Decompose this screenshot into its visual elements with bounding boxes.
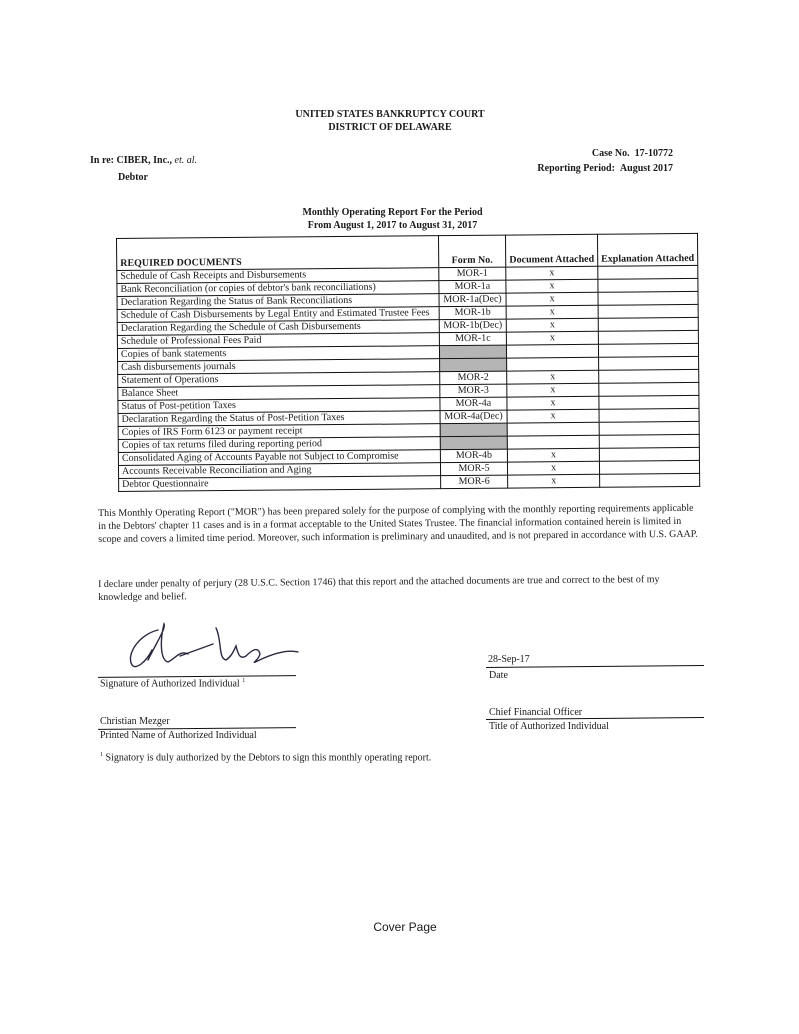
title-value: Chief Financial Officer [489,707,583,718]
explanation-attached-cell [598,356,698,370]
explanation-attached-cell [599,408,699,422]
document-attached-cell: x [506,305,598,319]
document-name-cell: Status of Post-petition Taxes [118,398,440,414]
date-line [486,665,704,668]
document-name-cell: Schedule of Cash Disbursements by Legal Entity and Estimated Trustee Fees [117,307,439,323]
explanation-attached-cell [599,434,699,448]
explanation-attached-cell [599,369,699,383]
handwritten-signature [118,610,308,676]
document-attached-cell: x [507,396,599,410]
document-name-cell: Copies of IRS Form 6123 or payment receipt [118,424,440,440]
declaration-paragraph: I declare under penalty of perjury (28 U.S.C. Section 1746) that this report and the attached documents are true and correct to the best of my knowledge and belief. [98,574,660,603]
form-no-cell: MOR-6 [440,475,508,489]
document-attached-cell [507,344,599,358]
footnote [100,752,431,763]
form-no-cell [439,345,507,359]
date-label: Date [489,670,508,681]
document-name-cell: Debtor Questionnaire [119,476,441,492]
form-no-cell: MOR-1c [439,332,507,346]
signature-label-text: Signature of Authorized Individual [100,678,240,690]
document-name-cell: Bank Reconciliation (or copies of debtor's bank reconciliations) [117,281,439,297]
explanation-attached-cell [598,278,698,292]
document-attached-cell: x [506,318,598,332]
form-no-cell: MOR-3 [440,384,508,398]
form-no-cell: MOR-5 [440,462,508,476]
form-no-cell [439,358,507,372]
in-re-etal: et. al. [174,155,198,166]
document-attached-cell: x [508,474,600,488]
form-no-cell: MOR-1b(Dec) [439,319,507,333]
header-document-attached: Document Attached [506,234,598,267]
document-attached-cell: x [507,331,599,345]
date-value: 28-Sep-17 [488,654,530,665]
court-district: DISTRICT OF DELAWARE [328,122,452,133]
in-re-line [90,155,197,166]
court-header [0,108,780,134]
explanation-attached-cell [599,447,699,461]
explanation-attached-cell [599,460,699,474]
explanation-attached-cell [598,304,698,318]
explanation-attached-cell [599,421,699,435]
document-name-cell: Accounts Receivable Reconciliation and Aging [118,463,440,479]
document-attached-cell: x [507,383,599,397]
explanation-attached-cell [598,343,698,357]
document-name-cell: Statement of Operations [118,372,440,388]
document-name-cell: Balance Sheet [118,385,440,401]
form-no-cell: MOR-4a [440,397,508,411]
form-no-cell: MOR-4a(Dec) [440,410,508,424]
form-no-cell: MOR-4b [440,449,508,463]
document-name-cell: Consolidated Aging of Accounts Payable not Subject to Compromise [118,450,440,466]
form-no-cell: MOR-1a [439,280,507,294]
document-attached-cell: x [506,292,598,306]
form-no-cell [440,436,508,450]
form-no-cell: MOR-1a(Dec) [439,293,507,307]
debtor-label: Debtor [118,172,148,183]
report-title-line2: From August 1, 2017 to August 31, 2017 [307,220,478,231]
explanation-attached-cell [598,265,698,279]
document-name-cell: Declaration Regarding the Status of Bank Reconciliations [117,294,439,310]
title-label: Title of Authorized Individual [489,721,609,732]
header-required-documents: REQUIRED DOCUMENTS [117,236,439,271]
document-attached-cell: x [506,279,598,293]
cover-page-label: Cover Page [373,920,437,934]
document-attached-cell [507,422,599,436]
explanation-attached-cell [599,382,699,396]
case-no-label: Case No. [591,148,630,159]
document-attached-cell [507,357,599,371]
table-header-row [117,233,698,270]
report-title [0,206,785,232]
document-attached-cell: x [508,461,600,475]
document-attached-cell: x [506,266,598,280]
document-name-cell: Cash disbursements journals [118,359,440,375]
report-title-line1: Monthly Operating Report For the Period [302,207,483,218]
court-name: UNITED STATES BANKRUPTCY COURT [295,109,485,120]
footnote-text: Signatory is duly authorized by the Debtors to sign this monthly operating report. [105,752,432,764]
header-explanation-attached: Explanation Attached [597,233,697,266]
document-attached-cell: x [507,370,599,384]
reporting-period-value: August 2017 [619,163,673,174]
document-attached-cell: x [508,448,600,462]
explanation-attached-cell [599,395,699,409]
document-attached-cell [507,435,599,449]
form-no-cell [440,423,508,437]
printed-name-value: Christian Mezger [100,716,170,727]
form-no-cell: MOR-2 [439,371,507,385]
signature-footnote-marker: 1 [242,678,246,684]
printed-name-label: Printed Name of Authorized Individual [100,730,257,741]
footnote-marker: 1 [100,752,103,758]
document-name-cell: Copies of bank statements [117,346,439,362]
document-name-cell: Schedule of Professional Fees Paid [117,333,439,349]
explanation-attached-cell [598,330,698,344]
in-re-label: In re: CIBER, Inc., [90,155,173,166]
header-form-no: Form No. [438,235,506,268]
table-body [117,265,700,491]
signature-label [100,678,245,689]
document-name-cell: Copies of tax returns filed during reporting period [118,437,440,453]
explanation-attached-cell [598,291,698,305]
case-info [537,146,673,176]
reporting-period-label: Reporting Period: [537,163,615,174]
form-no-cell: MOR-1 [439,267,507,281]
required-documents-table [116,233,700,492]
disclaimer-paragraph: This Monthly Operating Report ("MOR") has been prepared solely for the purpose of complying with the monthly reporting requirements applicable in the Debtors' chapter 11 cases and is in a format acceptable to the United States Trustee. The financial information contained herein is limited in scope and covers a limited time period. Moreover, such information is preliminary and unaudited, and is not prepared in accordance with U.S. GAAP. [98,502,698,545]
document-attached-cell: x [507,409,599,423]
case-no-value: 17-10772 [634,148,673,159]
document-name-cell: Declaration Regarding the Schedule of Cash Disbursements [117,320,439,336]
document-name-cell: Declaration Regarding the Status of Post-Petition Taxes [118,411,440,427]
document-name-cell: Schedule of Cash Receipts and Disbursements [117,268,439,284]
explanation-attached-cell [598,317,698,331]
explanation-attached-cell [599,473,699,487]
form-no-cell: MOR-1b [439,306,507,320]
